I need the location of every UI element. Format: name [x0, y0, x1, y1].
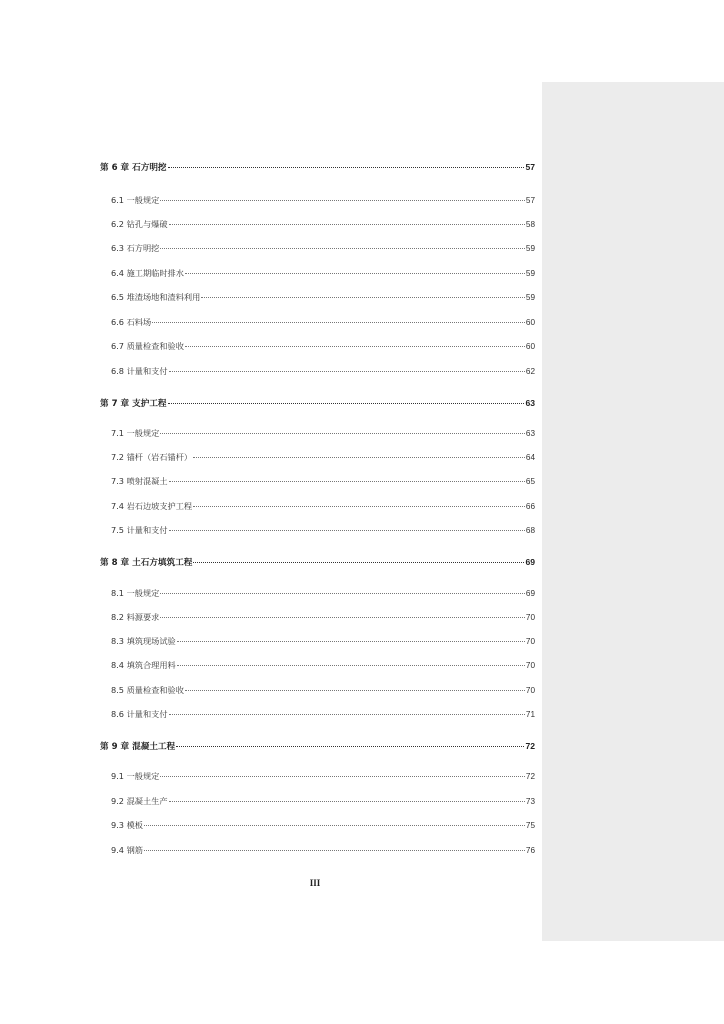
toc-leader	[201, 297, 525, 298]
toc-entry-title: 7.3 喷射混凝土	[111, 476, 168, 486]
toc-entry-page: 59	[525, 293, 535, 302]
toc-leader	[169, 801, 525, 802]
toc-entry-section[interactable]	[111, 820, 535, 831]
toc-entry-section[interactable]	[111, 796, 535, 807]
toc-entry-section[interactable]	[111, 317, 535, 328]
toc-leader	[160, 200, 525, 201]
toc-entry-title: 8.1 一般规定	[111, 588, 160, 598]
toc-entry-section[interactable]	[111, 588, 535, 599]
toc-leader	[160, 776, 525, 777]
toc-leader	[160, 433, 525, 434]
toc-leader	[185, 273, 525, 274]
toc-entry-title: 9.3 模板	[111, 820, 143, 830]
toc-leader	[169, 714, 525, 715]
toc-leader	[160, 248, 525, 249]
toc-entry-page: 71	[525, 710, 535, 719]
toc-entry-section[interactable]	[111, 525, 535, 536]
toc-entry-page: 57	[525, 162, 535, 172]
toc-leader	[169, 371, 525, 372]
toc-entry-section[interactable]	[111, 219, 535, 230]
toc-entry-page: 72	[525, 741, 535, 751]
toc-leader	[177, 641, 525, 642]
toc-leader	[160, 617, 525, 618]
toc-leader	[152, 322, 525, 323]
toc-entry-title: 第 6 章 石方明挖	[100, 163, 167, 173]
toc-entry-title: 9.1 一般规定	[111, 771, 160, 781]
toc-entry-section[interactable]	[111, 685, 535, 696]
toc-entry-section[interactable]	[111, 292, 535, 303]
toc-leader	[160, 593, 525, 594]
toc-entry-section[interactable]	[111, 428, 535, 439]
toc-entry-section[interactable]	[111, 709, 535, 720]
toc-leader	[193, 457, 525, 458]
toc-leader	[168, 403, 525, 404]
toc-entry-section[interactable]	[111, 636, 535, 647]
toc-entry-page: 59	[525, 269, 535, 278]
toc-entry-page: 70	[525, 613, 535, 622]
page-number: III	[309, 878, 321, 888]
toc-leader	[193, 562, 524, 563]
toc-entry-title: 7.2 锚杆（岩石锚杆）	[111, 452, 193, 462]
toc-entry-section[interactable]	[111, 195, 535, 206]
toc-entry-title: 8.2 料源要求	[111, 612, 160, 622]
toc-entry-page: 66	[525, 502, 535, 511]
toc-entry-page: 58	[525, 220, 535, 229]
toc-entry-chapter[interactable]	[100, 741, 535, 753]
toc-entry-title: 6.8 计量和支付	[111, 366, 168, 376]
toc-entry-title: 9.4 钢筋	[111, 845, 143, 855]
toc-leader	[169, 530, 525, 531]
toc-leader	[177, 665, 525, 666]
toc-entry-page: 63	[525, 429, 535, 438]
toc-entry-title: 6.5 堆渣场地和渣料利用	[111, 292, 201, 302]
toc-entry-section[interactable]	[111, 268, 535, 279]
toc-entry-title: 6.1 一般规定	[111, 195, 160, 205]
toc-entry-chapter[interactable]	[100, 162, 535, 174]
comment-pane	[542, 82, 724, 941]
toc-entry-section[interactable]	[111, 452, 535, 463]
toc-entry-chapter[interactable]	[100, 557, 535, 569]
toc-entry-page: 65	[525, 477, 535, 486]
toc-leader	[144, 825, 525, 826]
toc-entry-title: 8.5 质量检查和验收	[111, 685, 184, 695]
toc-entry-page: 72	[525, 772, 535, 781]
toc-entry-title: 7.5 计量和支付	[111, 525, 168, 535]
toc-entry-section[interactable]	[111, 845, 535, 856]
toc-entry-title: 7.1 一般规定	[111, 428, 160, 438]
toc-entry-section[interactable]	[111, 660, 535, 671]
toc-entry-page: 70	[525, 661, 535, 670]
toc-entry-page: 60	[525, 318, 535, 327]
toc-leader	[176, 746, 524, 747]
toc-entry-page: 70	[525, 686, 535, 695]
toc-entry-page: 76	[525, 846, 535, 855]
toc-leader	[144, 850, 525, 851]
toc-entry-title: 第 7 章 支护工程	[100, 399, 167, 409]
toc-leader	[168, 167, 525, 168]
toc-entry-page: 60	[525, 342, 535, 351]
toc-entry-page: 69	[525, 589, 535, 598]
toc-entry-title: 8.4 填筑合理用料	[111, 660, 176, 670]
toc-entry-section[interactable]	[111, 341, 535, 352]
toc-entry-page: 62	[525, 367, 535, 376]
toc-entry-page: 64	[525, 453, 535, 462]
toc-entry-page: 73	[525, 797, 535, 806]
toc-entry-title: 6.3 石方明挖	[111, 243, 160, 253]
toc-entry-section[interactable]	[111, 476, 535, 487]
toc-entry-page: 69	[525, 557, 535, 567]
toc-entry-title: 6.4 施工期临时排水	[111, 268, 184, 278]
toc-entry-page: 75	[525, 821, 535, 830]
toc-entry-title: 8.6 计量和支付	[111, 709, 168, 719]
toc-entry-title: 6.7 质量检查和验收	[111, 341, 184, 351]
toc-entry-section[interactable]	[111, 243, 535, 254]
toc-leader	[169, 224, 525, 225]
toc-entry-page: 63	[525, 398, 535, 408]
toc-entry-title: 8.3 填筑现场试验	[111, 636, 176, 646]
toc-entry-section[interactable]	[111, 612, 535, 623]
toc-entry-section[interactable]	[111, 366, 535, 377]
toc-entry-title: 6.2 钻孔与爆破	[111, 219, 168, 229]
toc-entry-section[interactable]	[111, 771, 535, 782]
toc-entry-page: 70	[525, 637, 535, 646]
toc-entry-page: 59	[525, 244, 535, 253]
toc-entry-title: 9.2 混凝土生产	[111, 796, 168, 806]
toc-entry-title: 第 8 章 土石方填筑工程	[100, 558, 193, 568]
toc-entry-section[interactable]	[111, 501, 535, 512]
toc-leader	[185, 690, 525, 691]
toc-entry-page: 57	[525, 196, 535, 205]
toc-entry-title: 第 9 章 混凝土工程	[100, 742, 176, 752]
toc-leader	[185, 346, 525, 347]
toc-leader	[193, 506, 525, 507]
toc-leader	[169, 481, 525, 482]
toc-entry-page: 68	[525, 526, 535, 535]
toc-entry-title: 6.6 石料场	[111, 317, 152, 327]
toc-entry-chapter[interactable]	[100, 398, 535, 410]
toc-entry-title: 7.4 岩石边坡支护工程	[111, 501, 193, 511]
